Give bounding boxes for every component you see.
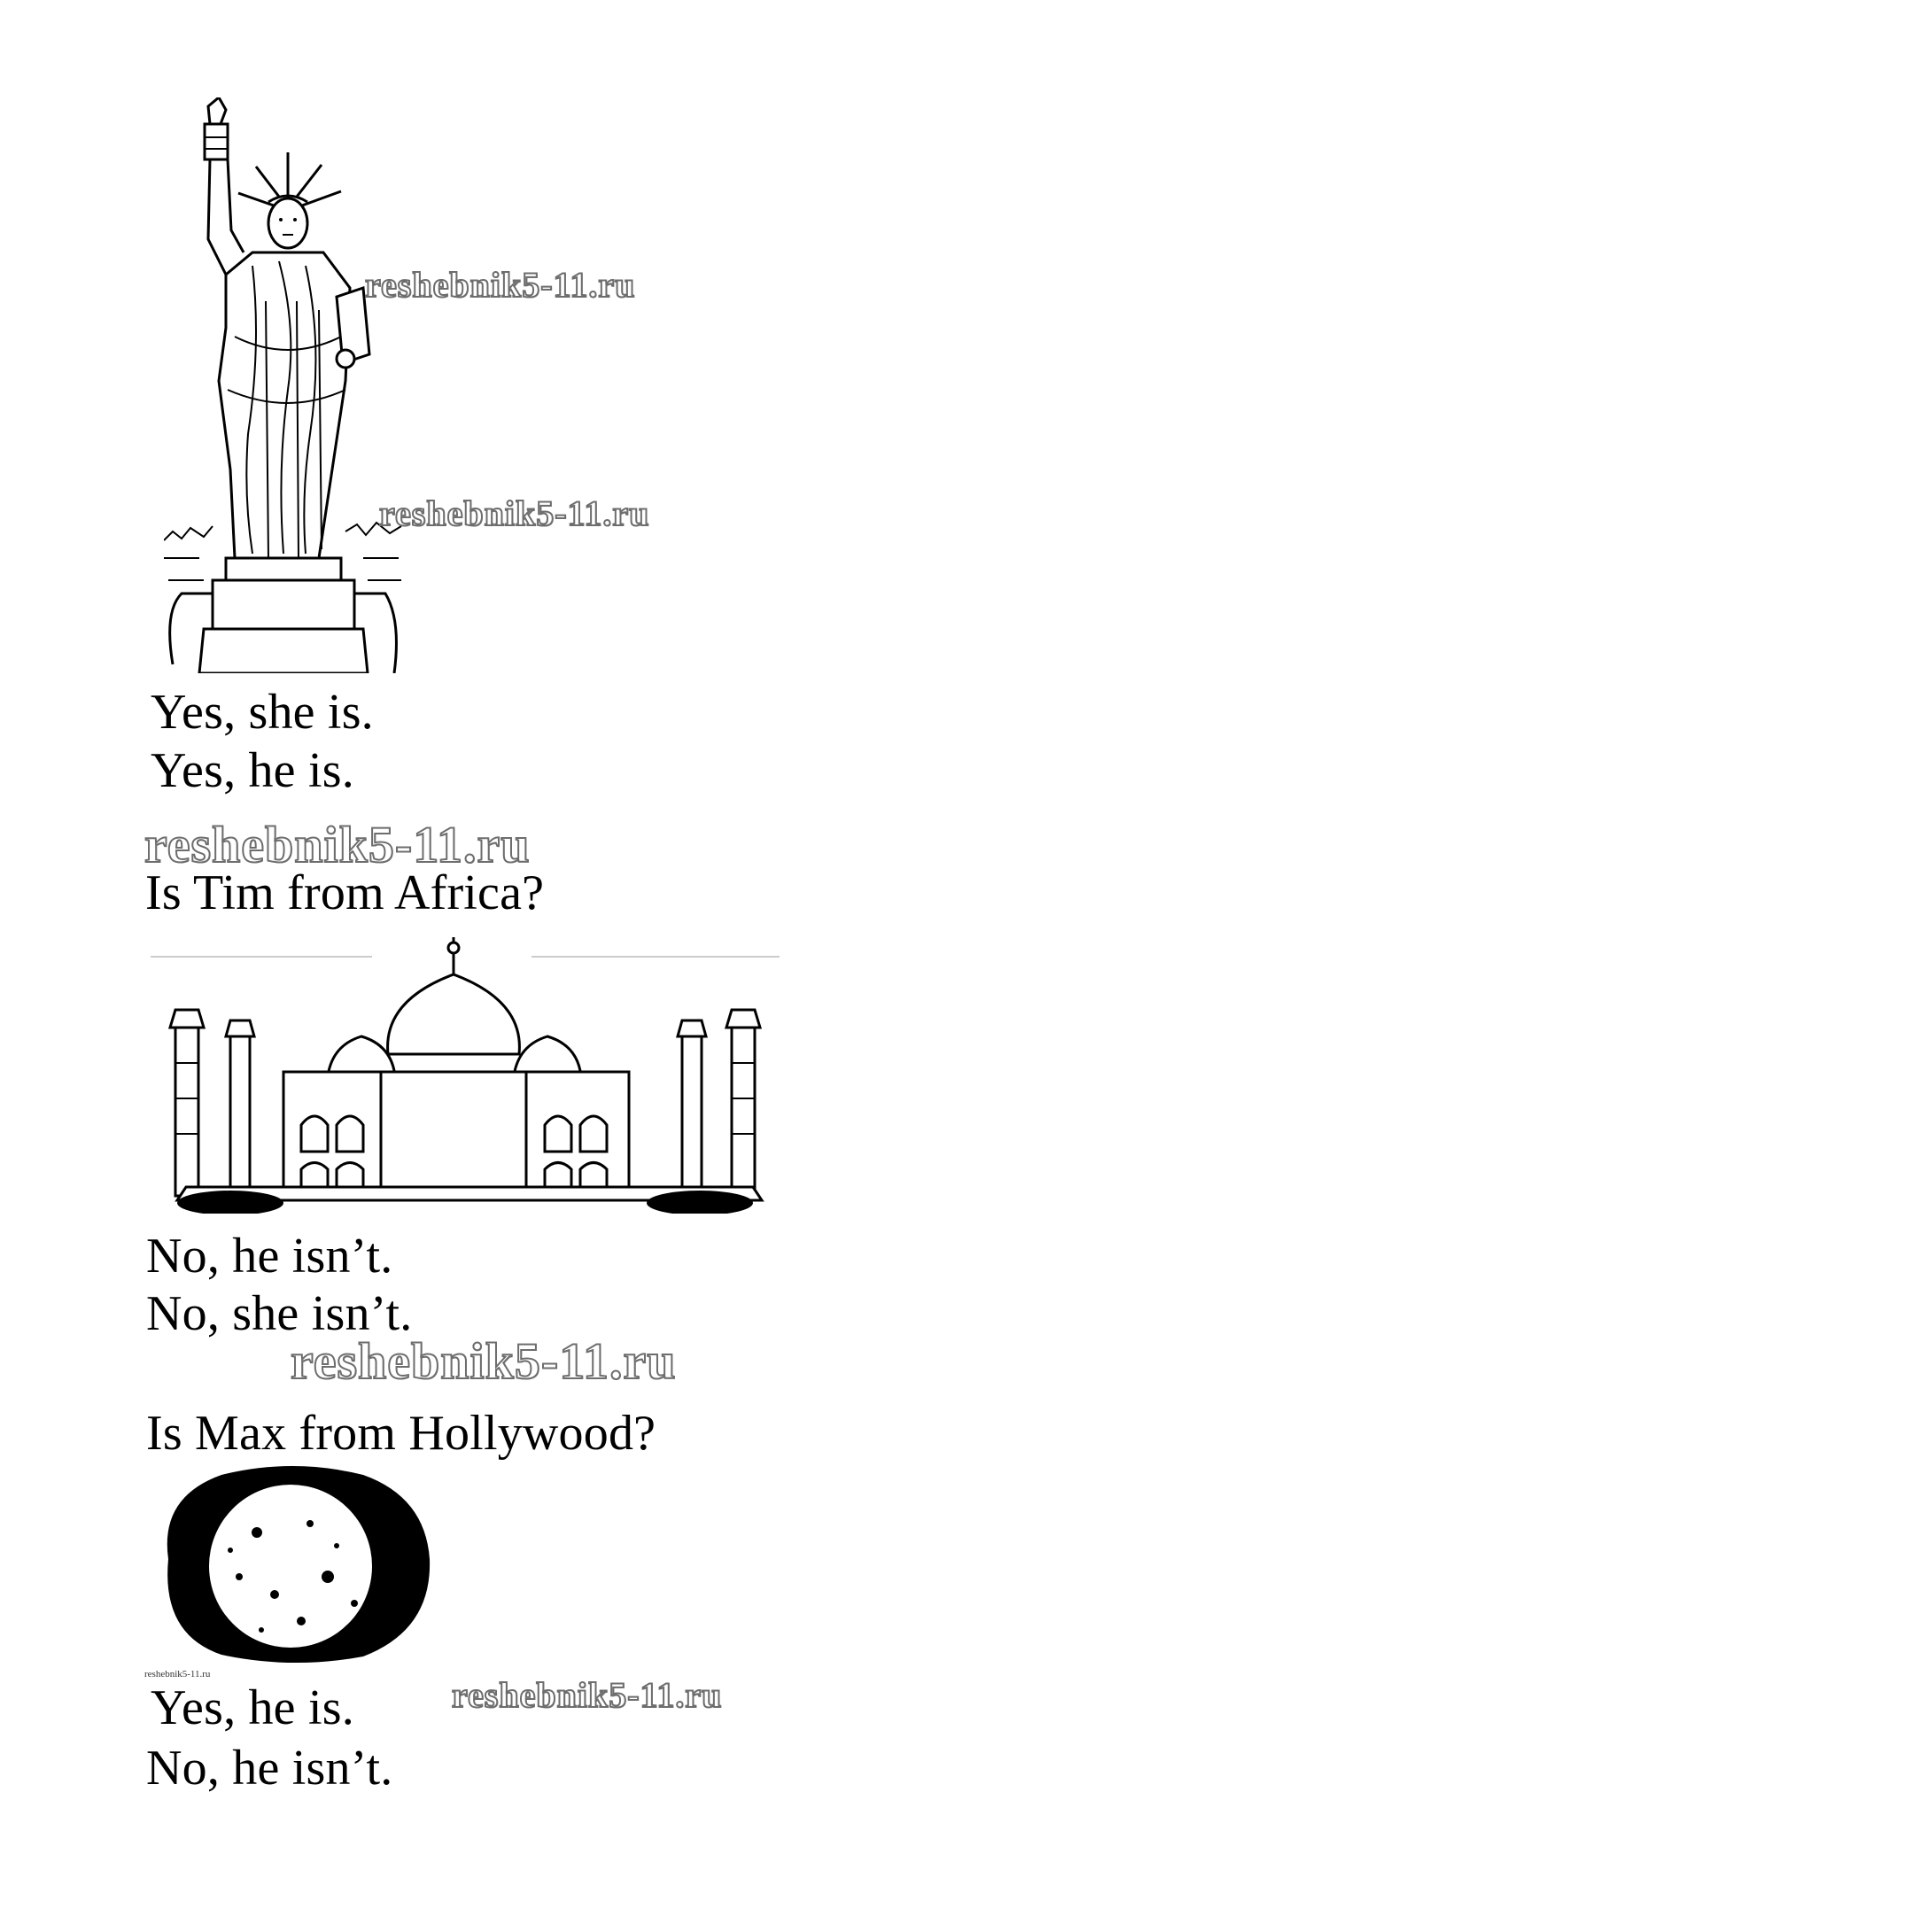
taj-mahal-image <box>151 921 780 1214</box>
answer-line: No, he isn’t. <box>146 1229 393 1284</box>
watermark: reshebnik5-11.ru <box>291 1332 677 1390</box>
moon-image <box>151 1462 434 1665</box>
answer-line: No, he isn’t. <box>146 1741 393 1796</box>
answer-line: No, she isn’t. <box>146 1286 413 1341</box>
watermark: reshebnik5-11.ru <box>144 816 531 873</box>
answer-line: Yes, he is. <box>151 743 354 798</box>
answer-line: Yes, she is. <box>151 685 374 740</box>
watermark-small: reshebnik5-11.ru <box>144 1669 211 1680</box>
watermark: reshebnik5-11.ru <box>365 265 636 305</box>
question-line: Is Max from Hollywood? <box>146 1406 656 1461</box>
statue-of-liberty-image <box>164 97 403 673</box>
watermark: reshebnik5-11.ru <box>379 493 650 533</box>
answer-line: Yes, he is. <box>151 1680 354 1735</box>
watermark: reshebnik5-11.ru <box>452 1675 723 1715</box>
question-line: Is Tim from Africa? <box>145 865 545 920</box>
